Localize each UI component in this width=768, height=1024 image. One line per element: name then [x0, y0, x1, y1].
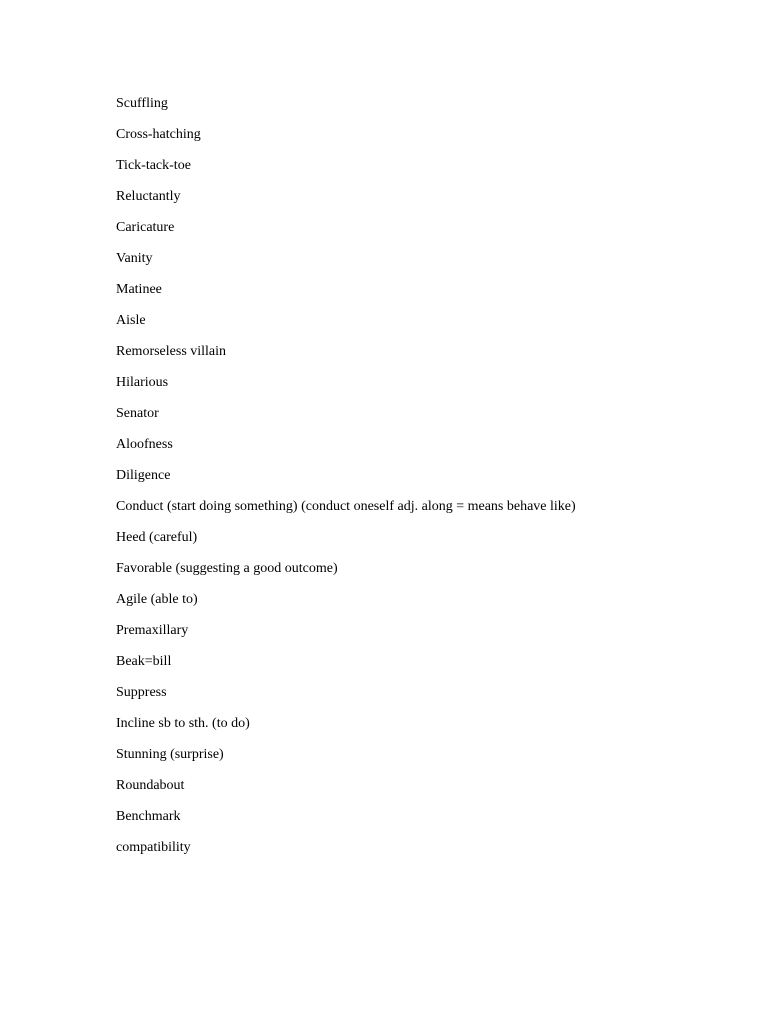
list-item: Stunning (surprise): [116, 747, 224, 762]
list-item: Remorseless villain: [116, 344, 227, 359]
list-item: Senator: [116, 406, 159, 421]
list-item: Matinee: [116, 282, 162, 297]
list-item: compatibility: [116, 840, 191, 855]
list-item: Vanity: [116, 251, 153, 266]
list-item: Agile (able to): [116, 592, 198, 607]
list-item: Aisle: [116, 313, 146, 328]
vocabulary-list: [116, 93, 576, 868]
list-item: Caricature: [116, 220, 175, 235]
list-item: Suppress: [116, 685, 167, 700]
list-item: Conduct (start doing something) (conduct oneself adj. along = means behave like): [116, 499, 576, 514]
list-item: Benchmark: [116, 809, 181, 824]
list-item: Roundabout: [116, 778, 185, 793]
list-item: Cross-hatching: [116, 127, 201, 142]
list-item: Hilarious: [116, 375, 169, 390]
list-item: Reluctantly: [116, 189, 181, 204]
list-item: Heed (careful): [116, 530, 198, 545]
list-item: Tick-tack-toe: [116, 158, 191, 173]
list-item: Aloofness: [116, 437, 173, 452]
list-item: Favorable (suggesting a good outcome): [116, 561, 338, 576]
list-item: Premaxillary: [116, 623, 189, 638]
list-item: Diligence: [116, 468, 171, 483]
list-item: Scuffling: [116, 96, 168, 111]
list-item: Beak=bill: [116, 654, 172, 669]
list-item: Incline sb to sth. (to do): [116, 716, 250, 731]
